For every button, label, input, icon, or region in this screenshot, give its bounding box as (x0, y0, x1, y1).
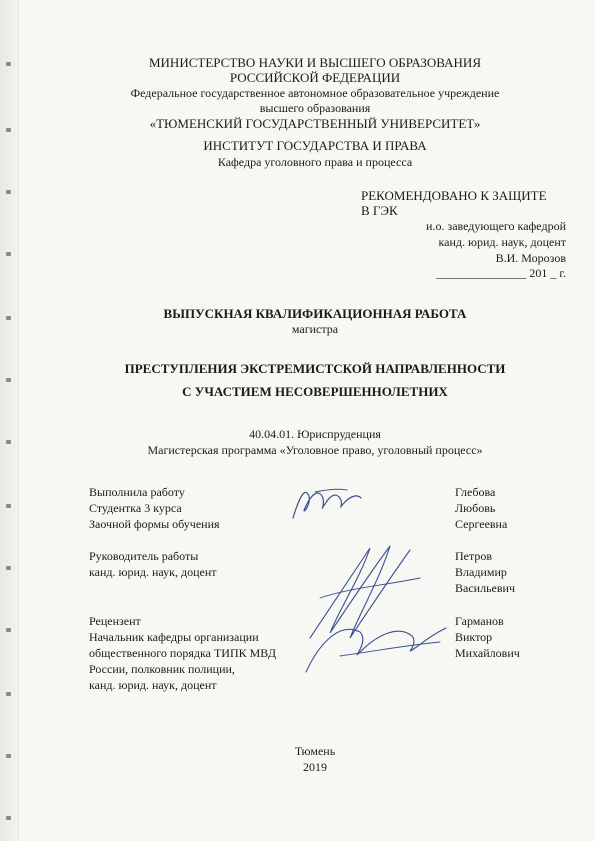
binding-hole (6, 504, 11, 508)
institution-type-line1: Федеральное государственное автономное образовательное учреждение (130, 86, 500, 100)
supervisor-first-name: Владимир (455, 565, 507, 579)
author-label3: Заочной формы обучения (89, 517, 220, 531)
specialty-code: 40.04.01. Юриспруденция (249, 427, 381, 441)
supervisor-label2: канд. юрид. наук, доцент (89, 565, 217, 579)
year: 2019 (303, 760, 327, 774)
author-label2: Студентка 3 курса (89, 501, 182, 515)
institute-name: ИНСТИТУТ ГОСУДАРСТВА И ПРАВА (203, 138, 427, 153)
work-level: магистра (291, 322, 339, 336)
binding-hole (6, 378, 11, 382)
work-type: ВЫПУСКНАЯ КВАЛИФИКАЦИОННАЯ РАБОТА (163, 306, 467, 321)
supervisor-patronymic: Васильевич (455, 581, 515, 595)
reviewer-signature (300, 612, 450, 682)
reviewer-label2: Начальник кафедры организации (89, 630, 259, 644)
institution-type-line2: высшего образования (259, 101, 371, 115)
reviewer-label4: России, полковник полиции, (89, 662, 235, 676)
author-first-name: Любовь (455, 501, 496, 515)
binding-hole (6, 440, 11, 444)
binding-hole (6, 62, 11, 66)
thesis-title-line1: ПРЕСТУПЛЕНИЯ ЭКСТРЕМИСТСКОЙ НАПРАВЛЕННОСТИ (124, 361, 506, 376)
ministry-line2: РОССИЙСКОЙ ФЕДЕРАЦИИ (229, 70, 401, 85)
binding-hole (6, 190, 11, 194)
author-signature (285, 478, 365, 528)
author-patronymic: Сергеевна (455, 517, 508, 531)
university-name: «ТЮМЕНСКИЙ ГОСУДАРСТВЕННЫЙ УНИВЕРСИТЕТ» (149, 116, 481, 131)
binding-hole (6, 692, 11, 696)
author-surname: Глебова (455, 485, 496, 499)
thesis-title-line2: С УЧАСТИЕМ НЕСОВЕРШЕННОЛЕТНИХ (182, 384, 448, 399)
binding-strip (0, 0, 19, 841)
binding-hole (6, 566, 11, 570)
author-label1: Выполнила работу (89, 485, 185, 499)
approval-name: В.И. Морозов (495, 251, 566, 265)
reviewer-first-name: Виктор (455, 630, 493, 644)
approval-line2: В ГЭК (361, 203, 398, 218)
supervisor-surname: Петров (455, 549, 493, 563)
reviewer-patronymic: Михайлович (455, 646, 520, 660)
binding-hole (6, 128, 11, 132)
department-name: Кафедра уголовного права и процесса (217, 155, 413, 169)
binding-hole (6, 316, 11, 320)
approval-date-line: _______________ 201 _ г. (436, 266, 566, 280)
reviewer-label5: канд. юрид. наук, доцент (89, 678, 217, 692)
ministry-line1: МИНИСТЕРСТВО НАУКИ И ВЫСШЕГО ОБРАЗОВАНИЯ (148, 55, 481, 70)
reviewer-label3: общественного порядка ТИПК МВД (89, 646, 277, 660)
program-name: Магистерская программа «Уголовное право, уголовный процесс» (147, 443, 483, 457)
reviewer-surname: Гарманов (455, 614, 504, 628)
approval-position: и.о. заведующего кафедрой (426, 219, 566, 233)
binding-hole (6, 754, 11, 758)
approval-line1: РЕКОМЕНДОВАНО К ЗАЩИТЕ (361, 188, 547, 203)
city: Тюмень (294, 744, 336, 758)
binding-hole (6, 816, 11, 820)
binding-hole (6, 252, 11, 256)
binding-hole (6, 628, 11, 632)
supervisor-label1: Руководитель работы (89, 549, 199, 563)
approval-degree: канд. юрид. наук, доцент (438, 235, 566, 249)
reviewer-label1: Рецензент (89, 614, 141, 628)
